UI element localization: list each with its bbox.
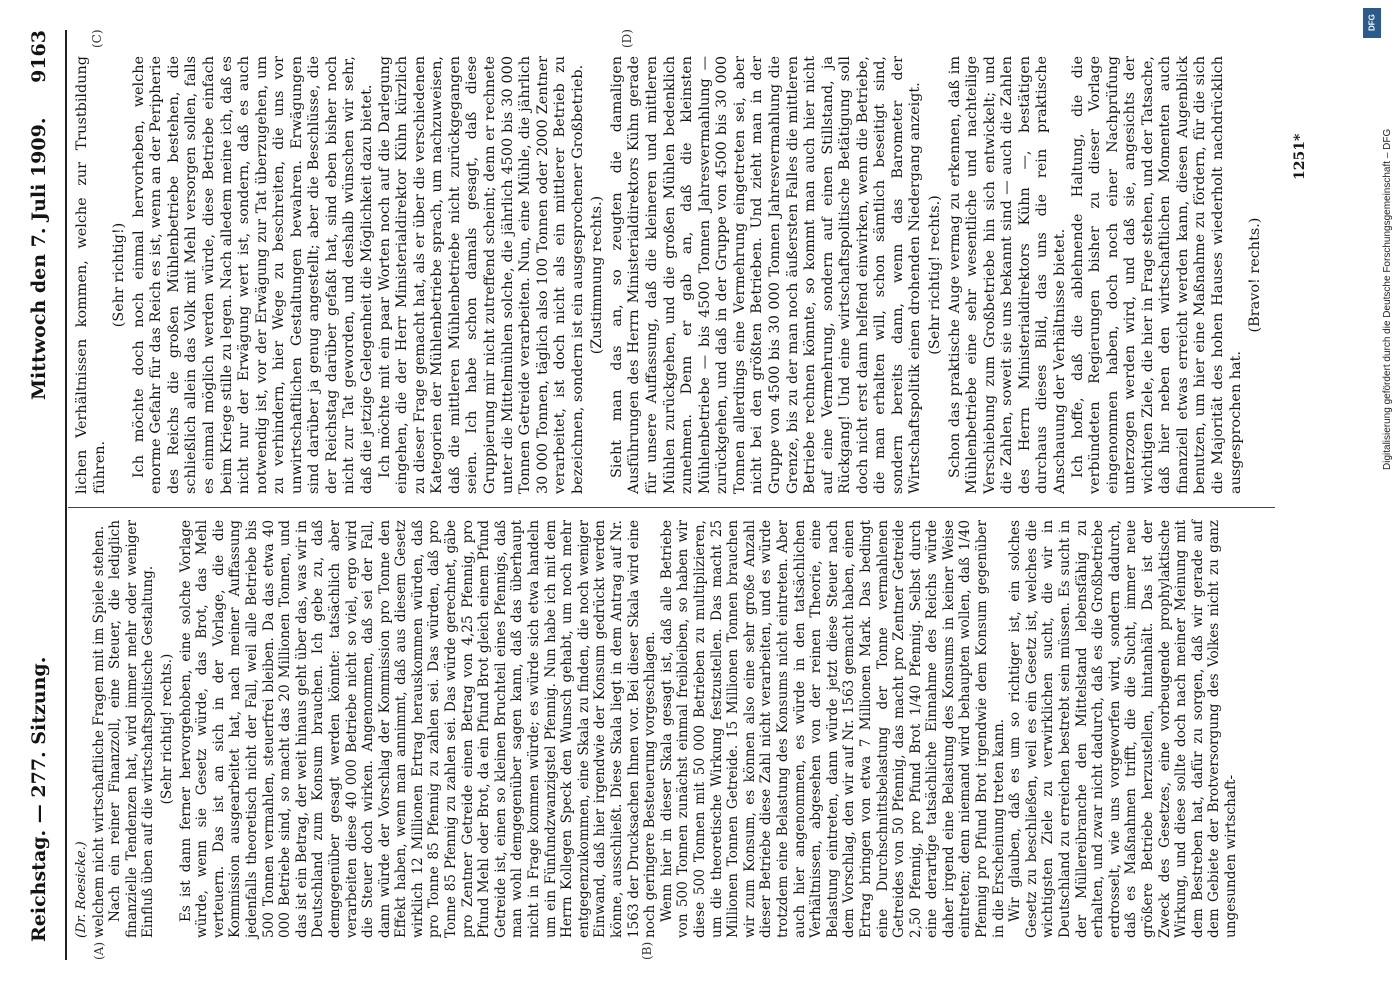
margin-marker-a: (A) (92, 941, 106, 960)
paragraph: Wenn hier in dieser Skala gesagt ist, daß alle Betriebe von 500 Tonnen zunächst einmal freibleiben, so haben wir diese 500 Tonnen mit 50 000 Betrieben zu multiplizieren, um die theoretische Wirkung festzustellen. Das macht 25 Millionen Tonnen Getreide. 15 Millionen Tonnen brauchen wir zum Konsum, es können also eine sehr große Anzahl dieser Betriebe diese Zahl nicht verarbeiten, und es würde trotzdem eine Belastung des Konsums nicht eintreten. Aber auch hier angenommen, es würde in den tatsächlichen Verhältnissen, abgesehen von der reinen Theorie, eine Belastung eintreten, dann würde jetzt diese Steuer nach dem Vorschlag, den wir auf Nr. 1563 gemacht haben, einen Ertrag bringen von etwa 7 Millionen Mark. Das bedingt eine Durchschnittsbelastung der Tonne vermahlenen Getreides von 50 Pfennig, das macht pro Zentner Getreide 2,50 Pfennig, pro Pfund Brot 1/40 Pfennig. Selbst durch eine derartige tatsächliche Einnahme des Reichs würde daher irgend eine Belastung des Konsums in keiner Weise eintreten; denn niemand wird behaupten wollen, daß 1/40 Pfennig pro Pfund Brot irgendwie dem Konsum gegenüber in die Erscheinung treten kann. (658, 520, 1007, 938)
paragraph: welchem nicht wirtschaftliche Fragen mit im Spiele stehen. (90, 525, 107, 938)
page-number: 9163 (28, 30, 50, 83)
dfg-logo: DFG (1363, 8, 1381, 38)
column-divider (68, 507, 1275, 508)
paragraph: Ich hoffe, daß die ablehnende Haltung, die die verbündeten Regierungen bisher zu dieser Vorlage eingenommen haben, doch noch einer Nachprüfung unterzogen werden wird, und daß sie, angesichts der wichtigen Ziele, die hier in Frage stehen, und der Tatsache, daß hier neben den wirtschaftlichen Momenten auch finanziell etwas erreicht werden kann, diesen Augenblick benutzen, um hier eine Maßnahme zu fördern, für die sich die Majorität des hohen Hauses wiederholt nachdrücklich ausgesprochen hat. (1069, 56, 1244, 494)
margin-marker-d: (D) (620, 29, 634, 48)
left-column (74, 520, 1240, 938)
margin-marker-c: (C) (90, 29, 104, 48)
paragraph: Ich möchte mit ein paar Worten noch auf die Darlegung eingehen, die der Herr Ministerialdirektor Kühn kürzlich zu dieser Frage gemacht hat, als er über die verschiedenen Kategorien der Mühlenbetriebe sprach, um nachzuweisen, daß die mittleren Mühlenbetriebe nicht zurückgegangen seien. Ich habe schon damals gesagt, daß diese Gruppierung mir nicht zutreffend scheint; denn er rechnete unter die Mittelmühlen solche, die jährlich 4500 bis 30 000 Tonnen Getreide verarbeiten. Nun, eine Mühle, die jährlich 30 000 Tonnen, täglich also 100 Tonnen oder 2000 Zentner verarbeitet, ist doch nicht als ein mittlerer Betrieb zu bezeichnen, sondern ist ein ausgesprochener Großbetrieb. (376, 56, 586, 494)
margin-marker-b: (B) (640, 941, 654, 960)
paragraph: Wir glauben, daß es um so richtiger ist, ein solches Gesetz zu beschließen, weil es ein Gesetz ist, welches die wichtigsten Ziele zu verwirklichen sucht, die wir in Deutschland zu erreichen bestrebt sein müssen. Es sucht in der Müllereibranche den Mittelstand lebensfähig zu erhalten, und zwar nicht dadurch, daß es die Großbetriebe erdrosselt, wie uns vorgeworfen wird, sondern dadurch, daß es Maßnahmen trifft, die die Sucht, immer neue größere Betriebe herzustellen, hintanhält. Das ist der Zweck des Gesetzes, eine vorbeugende prophylaktische Wirkung, und diese sollte doch nach meiner Meinung mit dem Bestreben hat, dafür zu sorgen, daß wir gerade auf dem Gebiete der Brotversorgung des Volkes nicht zu ganz ungesunden wirtschaft- (1007, 520, 1239, 938)
sheet-number: 1251* (1292, 133, 1308, 180)
speaker-label: (Dr. Roesicke.) (74, 841, 89, 938)
paragraph: lichen Verhältnissen kommen, welche zur Trustbildung führen. (74, 56, 108, 494)
interjection: (Sehr richtig! rechts.) (927, 195, 943, 355)
paragraph: Ich möchte doch noch einmal hervorheben, welche enorme Gefahr für das Reich es ist, wenn an der Peripherie des Reichs die großen Mühlenbetriebe bestehen, die schließlich allein das Volk mit Mehl versorgen sollen, falls es einmal möglich werden würde, diese Betriebe einfach beim Kriege stille zu legen. Nach alledem meine ich, daß es nicht nur der Erwägung wert ist, sondern, daß es auch notwendig ist, vor der Erwägung zur Tat überzugehen, um zu verhindern, hier Wege zu beschreiten, die uns vor unwirtschaftlichen Gestaltungen bewahren. Erwägungen sind darüber ja genug angestellt; aber die Beschlüsse, die der Reichstag darüber gefaßt hat, sind eben bisher noch nicht zur Tat geworden, und deshalb wünschen wir sehr, daß die jetzige Gelegenheit die Möglichkeit dazu bietet. (130, 56, 375, 494)
paragraph: Nach ein reiner Finanzzoll, eine Steuer, die lediglich finanzielle Tendenzen hat, wird immer mehr oder weniger Einfluß üben auf die wirtschaftspolitische Gestaltung. (107, 520, 157, 938)
right-column (74, 56, 1267, 494)
header-left: Reichstag. — 277. Sitzung. (28, 656, 50, 942)
header-date: Mittwoch den 7. Juli 1909. (28, 117, 50, 400)
interjection: (Bravo! rechts.) (1247, 217, 1264, 333)
paragraph: Schon das praktische Auge vermag zu erkennen, daß im Mühlenbetriebe eine sehr wesentliche und nachteilige Verschiebung zum Großbetriebe hin sich entwickelt; und die Zahlen, soweit sie uns bekannt sind — auch die Zahlen des Herrn Ministerialdirektors Kühn —, bestätigen durchaus dieses Bild, das uns die rein praktische Anschauung der Verhältnisse bietet. (946, 56, 1068, 494)
paragraph: Es ist dann ferner hervorgehoben, eine solche Vorlage würde, wenn sie Gesetz würde, das Brot, das Mehl verteuern. Das ist an sich in der Vorlage, die die Kommission ausgearbeitet hat, nach meiner Auffassung jedenfalls theoretisch nicht der Fall, weil alle Betriebe bis 500 Tonnen vermahlen, steuerfrei bleiben. Da das etwa 40 000 Betriebe sind, so macht das 20 Millionen Tonnen, und das ist ein Betrag, der weit hinaus geht über das, was wir in Deutschland zum Konsum brauchen. Ich gebe zu, daß demgegenüber gesagt werden könnte: tatsächlich aber verarbeiten diese 40 000 Betriebe nicht so viel, ergo wird die Steuer doch wirken. Angenommen, daß sei der Fall, dann würde der Vorschlag der Kommission pro Tonne den Effekt haben, wenn man annimmt, daß aus diesem Gesetz wirklich 12 Millionen Ertrag herauskommen würden, daß pro Tonne 85 Pfennig zu zahlen sei. Das würden, daß pro Tonne 85 Pfennig zu zahlen sei. Das würde gerechnet, gäbe pro Zentner Getreide einen Betrag von 4,25 Pfennig, pro Pfund Mehl oder Brot, da ein Pfund Brot gleich einem Pfund Getreide ist, einen so kleinen Bruchteil eines Pfennigs, daß man wohl demgegenüber sagen kann, daß das überhaupt nicht in Frage kommen würde; es würde sich etwa handeln um ein Fünfundzwanzigstel Pfennig. Nun habe ich mit dem Herrn Kollegen Speck den Wunsch gehabt, um noch mehr entgegenzukommen, eine Skala zu finden, die noch weniger Einwand, daß hier irgendwie der Konsum gedrückt werden könne, ausschließt. Diese Skala liegt in dem Antrag auf Nr. 1563 der Drucksachen Ihnen vor. Bei dieser Skala wird eine noch geringere Besteuerung vorgeschlagen. (177, 520, 659, 938)
header-rule (65, 30, 67, 960)
interjection: (Zustimmung rechts.) (589, 195, 606, 355)
paragraph: Sieht man das an, so zeugten die damaligen Ausführungen des Herrn Ministerialdirektors Kühn gerade für unsere Auffassung, daß die kleineren und mittleren Mühlen zurückgehen, und die großen Mühlen bedenklich zunehmen. Denn er gab an, daß die kleinsten Mühlenbetriebe — bis 4500 Tonnen Jahresvermahlung — zurückgehen, und daß in der Gruppe von 4500 bis 30 000 Tonnen allerdings eine Vermehrung eingetreten sei, aber nicht bei den größten Betrieben. Und zieht man in der Gruppe von 4500 bis 30 000 Tonnen Jahresvermahlung die Grenze, bis zu der man noch äußersten Falles die mittleren Betriebe rechnen könnte, so kommt man auch hier nicht auf eine Vermehrung, sondern auf einen Stillstand, ja Rückgang! Und eine wirtschaftspolitische Betätigung soll doch nicht erst dann helfend einwirken, wenn die Betriebe, die man erhalten will, schon sämtlich beseitigt sind, sondern bereits dann, wenn das Barometer der Wirtschaftspolitik einen drohenden Niedergang anzeigt. (608, 56, 924, 494)
interjection: (Sehr richtig!) (111, 222, 128, 328)
interjection: (Sehr richtig! rechts.) (158, 653, 175, 805)
digitization-note: Digitalisierung gefördert durch die Deutsche Forschungsgemeinschaft – DFG (1382, 128, 1393, 470)
